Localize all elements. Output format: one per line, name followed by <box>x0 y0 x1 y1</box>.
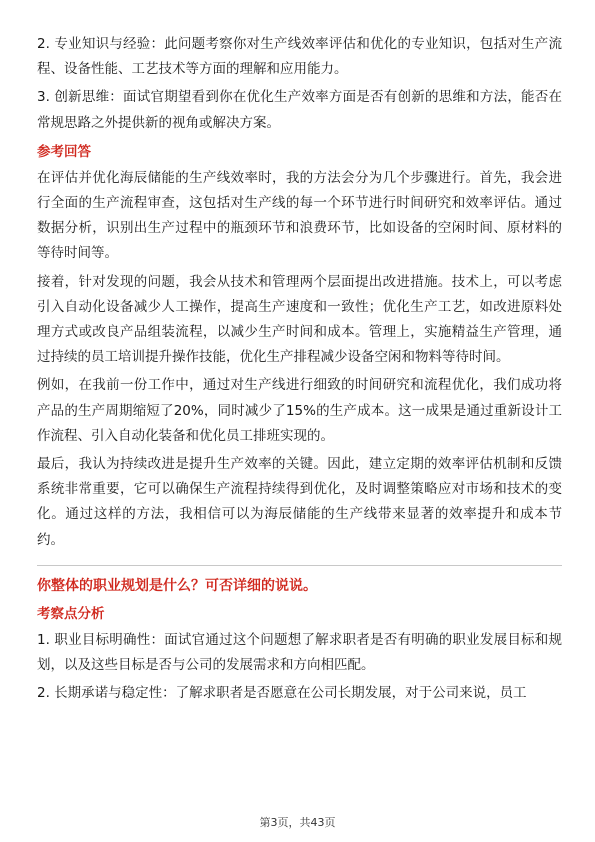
answer-paragraph: 在评估并优化海辰储能的生产线效率时，我的方法会分为几个步骤进行。首先，我会进行全面的生产流程审查，这包括对生产线的每一个环节进行时间研究和效率评估。通过数据分析，识别出生产过程中的瓶颈环节和浪费环节，比如设备的空闲时间、原材料的等待时间等。 <box>37 169 562 262</box>
page-footer: 第3页，共43页 <box>259 816 336 829</box>
analysis-point-2: 2. 专业知识与经验：此问题考察你对生产线效率评估和优化的专业知识，包括对生产流程、设备性能、工艺技术等方面的理解和应用能力。 <box>37 36 562 78</box>
analysis-point-2: 2. 长期承诺与稳定性：了解求职者是否愿意在公司长期发展，对于公司来说，员工 <box>37 685 527 702</box>
analysis-label: 考察点分析 <box>37 605 105 622</box>
answer-paragraph: 例如，在我前一份工作中，通过对生产线进行细致的时间研究和流程优化，我们成功将产品的生产周期缩短了20%，同时减少了15%的生产成本。这一成果是通过重新设计工作流程、引入自动化装备和优化员工排班实现的。 <box>37 377 562 444</box>
analysis-point-3: 3. 创新思维：面试官期望看到你在优化生产效率方面是否有创新的思维和方法，能否在常规思路之外提供新的视角或解决方案。 <box>37 89 562 131</box>
analysis-point-1: 1. 职业目标明确性：面试官通过这个问题想了解求职者是否有明确的职业发展目标和规划，以及这些目标是否与公司的发展需求和方向相匹配。 <box>37 631 562 674</box>
question-title: 你整体的职业规划是什么？可否详细的说说。 <box>37 577 317 594</box>
section-divider <box>37 565 562 566</box>
reference-answer-label: 参考回答 <box>37 143 91 160</box>
answer-paragraph: 最后，我认为持续改进是提升生产效率的关键。因此，建立定期的效率评估机制和反馈系统非常重要，它可以确保生产流程持续得到优化，及时调整策略应对市场和技术的变化。通过这样的方法，我相信可以为海辰储能的生产线带来显著的效率提升和成本节约。 <box>37 456 562 548</box>
page-content <box>37 32 562 709</box>
answer-paragraph: 接着，针对发现的问题，我会从技术和管理两个层面提出改进措施。技术上，可以考虑引入自动化设备减少人工操作，提高生产速度和一致性；优化生产工艺，如改进原料处理方式或改良产品组装流程，以减少生产时间和成本。管理上，实施精益生产管理，通过持续的员工培训提升操作技能，优化生产排程减少设备空闲和物料等待时间。 <box>37 273 562 366</box>
